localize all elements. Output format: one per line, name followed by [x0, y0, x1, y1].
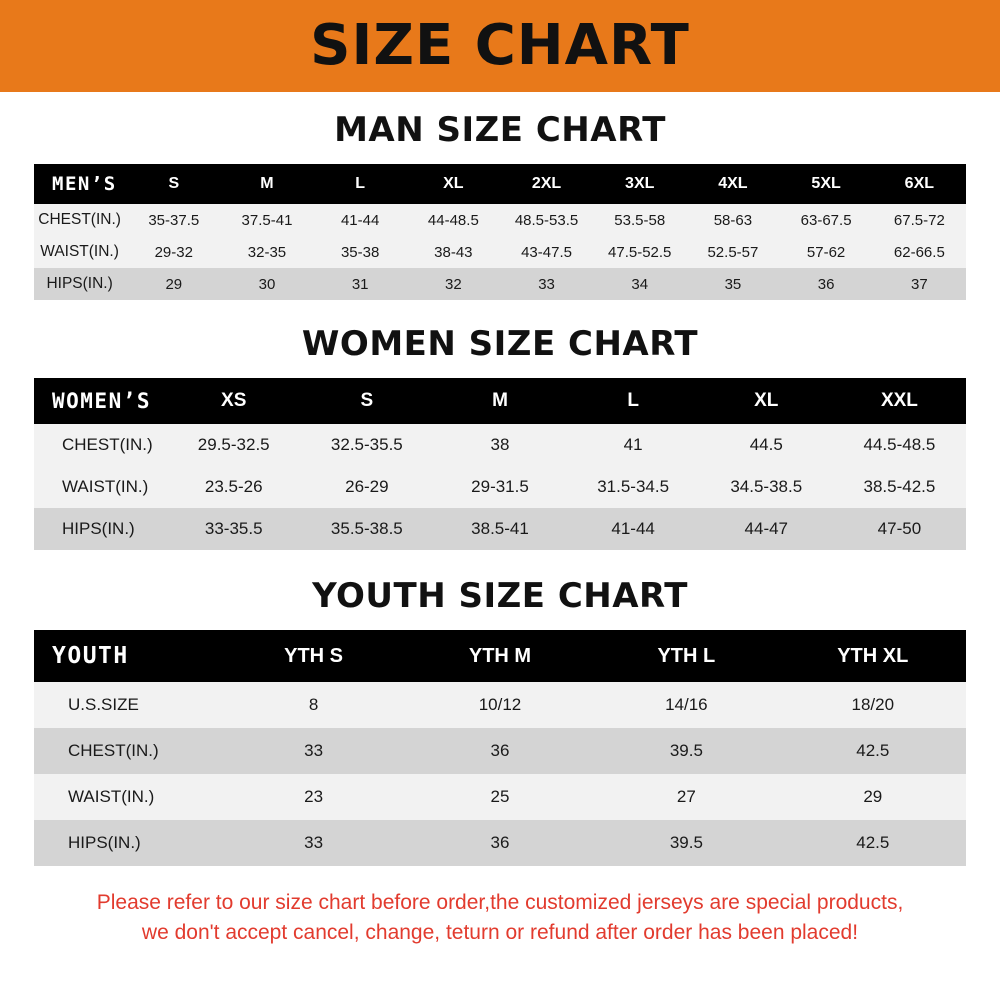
- youth-column-header: YTH M: [407, 630, 593, 682]
- youth-cell: 29: [780, 774, 966, 820]
- man-row-label: CHEST(IN.): [34, 204, 127, 236]
- women-column-header: XXL: [833, 378, 966, 424]
- man-row-label: HIPS(IN.): [34, 268, 127, 300]
- man-cell: 31: [314, 268, 407, 300]
- youth-cell: 42.5: [780, 820, 966, 866]
- women-cell: 41-44: [567, 508, 700, 550]
- man-cell: 48.5-53.5: [500, 204, 593, 236]
- man-column-header: XL: [407, 164, 500, 204]
- women-cell: 38.5-42.5: [833, 466, 966, 508]
- man-column-header: L: [314, 164, 407, 204]
- man-cell: 30: [220, 268, 313, 300]
- women-cell: 33-35.5: [167, 508, 300, 550]
- youth-cell: 18/20: [780, 682, 966, 728]
- man-cell: 62-66.5: [873, 236, 966, 268]
- man-cell: 37.5-41: [220, 204, 313, 236]
- youth-size-table: [34, 630, 966, 866]
- youth-cell: 36: [407, 820, 593, 866]
- man-cell: 67.5-72: [873, 204, 966, 236]
- youth-column-header: YTH XL: [780, 630, 966, 682]
- man-column-header: M: [220, 164, 313, 204]
- women-table-body: [34, 424, 966, 550]
- youth-cell: 36: [407, 728, 593, 774]
- women-cell: 41: [567, 424, 700, 466]
- youth-column-header: YTH S: [220, 630, 406, 682]
- women-row-label: CHEST(IN.): [34, 424, 167, 466]
- women-column-header: M: [433, 378, 566, 424]
- man-cell: 37: [873, 268, 966, 300]
- table-row: [34, 728, 966, 774]
- youth-row-label: WAIST(IN.): [34, 774, 220, 820]
- women-section-title: WOMEN SIZE CHART: [301, 324, 699, 364]
- women-cell: 26-29: [300, 466, 433, 508]
- man-row-label: WAIST(IN.): [34, 236, 127, 268]
- women-cell: 44-47: [700, 508, 833, 550]
- man-column-header: 6XL: [873, 164, 966, 204]
- youth-cell: 8: [220, 682, 406, 728]
- women-cell: 29-31.5: [433, 466, 566, 508]
- header-band: [0, 0, 1000, 92]
- table-row: [34, 268, 966, 300]
- man-cell: 53.5-58: [593, 204, 686, 236]
- women-cell: 44.5-48.5: [833, 424, 966, 466]
- table-row: [34, 236, 966, 268]
- man-cell: 47.5-52.5: [593, 236, 686, 268]
- man-cell: 58-63: [686, 204, 779, 236]
- man-section-title: MAN SIZE CHART: [334, 110, 666, 150]
- women-cell: 23.5-26: [167, 466, 300, 508]
- table-header-row: [34, 630, 966, 682]
- man-cell: 29: [127, 268, 220, 300]
- table-row: [34, 466, 966, 508]
- table-header-row: [34, 378, 966, 424]
- youth-row-label: CHEST(IN.): [34, 728, 220, 774]
- women-cell: 35.5-38.5: [300, 508, 433, 550]
- man-cell: 32-35: [220, 236, 313, 268]
- man-cell: 63-67.5: [780, 204, 873, 236]
- man-size-table: [34, 164, 966, 300]
- women-column-header: XS: [167, 378, 300, 424]
- youth-column-header: YTH L: [593, 630, 779, 682]
- table-row: [34, 682, 966, 728]
- women-cell: 47-50: [833, 508, 966, 550]
- women-cell: 44.5: [700, 424, 833, 466]
- youth-cell: 33: [220, 728, 406, 774]
- youth-table-body: [34, 682, 966, 866]
- youth-cell: 33: [220, 820, 406, 866]
- man-column-header: 4XL: [686, 164, 779, 204]
- man-table-body: [34, 204, 966, 300]
- man-cell: 57-62: [780, 236, 873, 268]
- content-area: [0, 92, 1000, 1000]
- man-cell: 33: [500, 268, 593, 300]
- man-column-header: 2XL: [500, 164, 593, 204]
- women-column-header: XL: [700, 378, 833, 424]
- youth-cell: 39.5: [593, 728, 779, 774]
- table-row: [34, 774, 966, 820]
- man-cell: 41-44: [314, 204, 407, 236]
- man-cell: 34: [593, 268, 686, 300]
- women-cell: 29.5-32.5: [167, 424, 300, 466]
- table-row: [34, 424, 966, 466]
- man-cell: 35: [686, 268, 779, 300]
- man-column-header: 3XL: [593, 164, 686, 204]
- youth-row-label: HIPS(IN.): [34, 820, 220, 866]
- man-cell: 32: [407, 268, 500, 300]
- table-row: [34, 820, 966, 866]
- man-column-header: S: [127, 164, 220, 204]
- man-column-header: 5XL: [780, 164, 873, 204]
- youth-row-label: U.S.SIZE: [34, 682, 220, 728]
- man-cell: 43-47.5: [500, 236, 593, 268]
- women-size-table: [34, 378, 966, 550]
- notice-line-2: we don't accept cancel, change, teturn or refund after order has been placed!: [141, 921, 859, 945]
- table-header-row: [34, 164, 966, 204]
- women-row-label: HIPS(IN.): [34, 508, 167, 550]
- man-cell: 29-32: [127, 236, 220, 268]
- man-cell: 35-38: [314, 236, 407, 268]
- table-row: [34, 204, 966, 236]
- return-policy-notice: [34, 888, 966, 949]
- women-table-corner-label: WOMEN’S: [34, 378, 167, 424]
- page-title: SIZE CHART: [310, 13, 690, 78]
- man-cell: 36: [780, 268, 873, 300]
- youth-section-title: YOUTH SIZE CHART: [312, 576, 688, 616]
- youth-cell: 27: [593, 774, 779, 820]
- youth-cell: 23: [220, 774, 406, 820]
- youth-table-head: [34, 630, 966, 682]
- man-table-head: [34, 164, 966, 204]
- women-cell: 38: [433, 424, 566, 466]
- youth-cell: 42.5: [780, 728, 966, 774]
- women-row-label: WAIST(IN.): [34, 466, 167, 508]
- youth-cell: 25: [407, 774, 593, 820]
- women-cell: 34.5-38.5: [700, 466, 833, 508]
- man-cell: 35-37.5: [127, 204, 220, 236]
- man-cell: 38-43: [407, 236, 500, 268]
- women-cell: 31.5-34.5: [567, 466, 700, 508]
- man-cell: 52.5-57: [686, 236, 779, 268]
- youth-cell: 10/12: [407, 682, 593, 728]
- man-table-corner-label: MEN’S: [34, 164, 127, 204]
- youth-table-corner-label: YOUTH: [34, 630, 220, 682]
- women-cell: 32.5-35.5: [300, 424, 433, 466]
- table-row: [34, 508, 966, 550]
- women-column-header: L: [567, 378, 700, 424]
- women-table-head: [34, 378, 966, 424]
- youth-cell: 14/16: [593, 682, 779, 728]
- women-column-header: S: [300, 378, 433, 424]
- women-cell: 38.5-41: [433, 508, 566, 550]
- notice-line-1: Please refer to our size chart before order,the customized jerseys are special products,: [96, 891, 904, 914]
- youth-cell: 39.5: [593, 820, 779, 866]
- man-cell: 44-48.5: [407, 204, 500, 236]
